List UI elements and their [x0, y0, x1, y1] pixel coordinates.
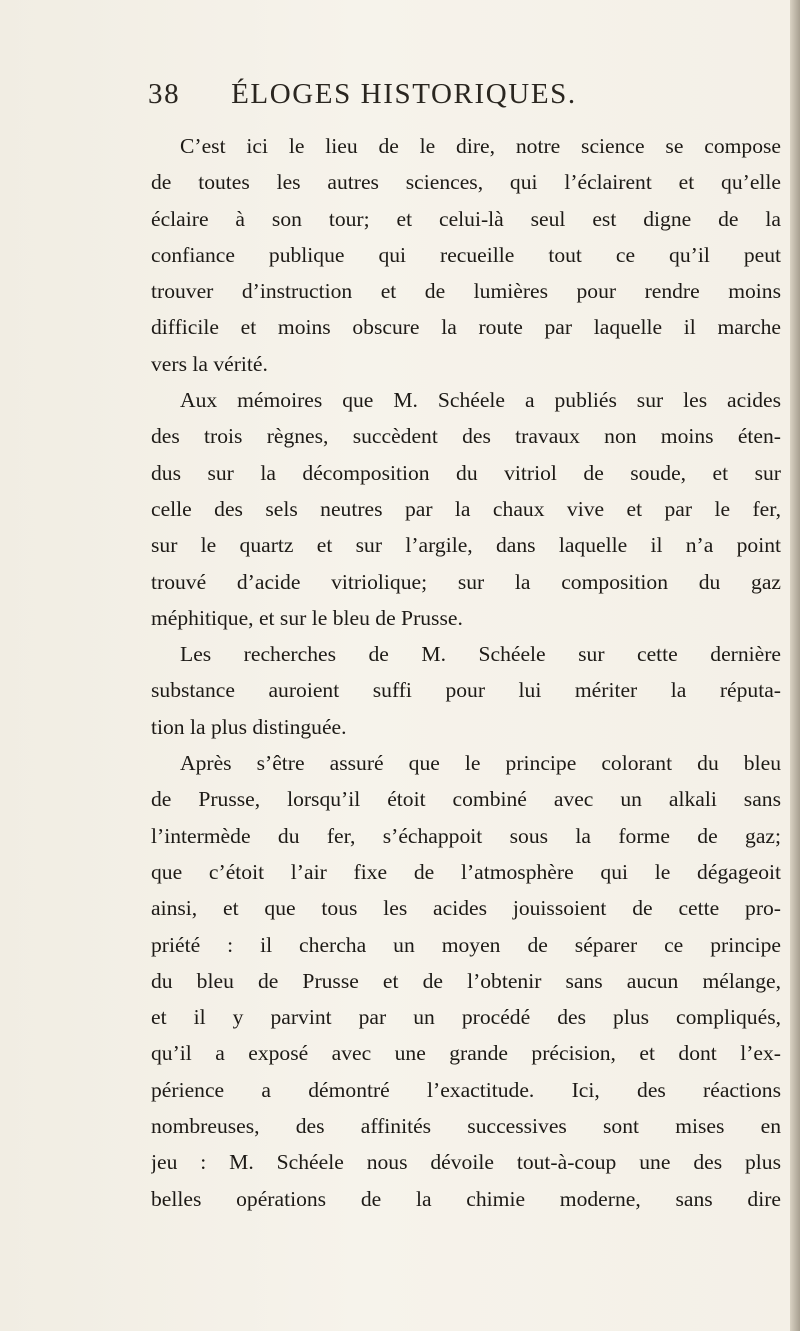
text-line: tion la plus distinguée. — [151, 714, 347, 739]
text-line: jeu : M. Schéele nous dévoile tout-à-coup une des plus — [151, 1150, 781, 1175]
text-line: de toutes les autres sciences, qui l’éclairent et qu’elle — [151, 170, 781, 195]
text-line: nombreuses, des affinités successives sont mises en — [151, 1114, 781, 1139]
text-line: belles opérations de la chimie moderne, sans dire — [151, 1186, 781, 1211]
text-line: l’intermède du fer, s’échappoit sous la forme de gaz; — [151, 823, 781, 848]
text-line: Après s’être assuré que le principe colorant du bleu — [180, 751, 781, 776]
page-edge-shadow — [790, 0, 800, 1331]
body-text — [151, 128, 781, 1217]
text-line: priété : il chercha un moyen de séparer ce principe — [151, 932, 781, 957]
page-number: 38 — [148, 78, 181, 110]
text-line: qu’il a exposé avec une grande précision, et dont l’ex- — [151, 1041, 781, 1066]
text-line: que c’étoit l’air fixe de l’atmosphère qui le dégageoit — [151, 859, 781, 884]
text-line: celle des sels neutres par la chaux vive et par le fer, — [151, 496, 781, 521]
text-line: du bleu de Prusse et de l’obtenir sans aucun mélange, — [151, 968, 781, 993]
text-line: trouver d’instruction et de lumières pour rendre moins — [151, 279, 781, 304]
text-line: méphitique, et sur le bleu de Prusse. — [151, 605, 463, 630]
text-line: ainsi, et que tous les acides jouissoient de cette pro- — [151, 896, 781, 921]
text-line: vers la vérité. — [151, 351, 268, 376]
text-line: et il y parvint par un procédé des plus compliqués, — [151, 1005, 781, 1030]
text-line: difficile et moins obscure la route par laquelle il marche — [151, 315, 781, 340]
text-line: confiance publique qui recueille tout ce qu’il peut — [151, 242, 781, 267]
running-title: ÉLOGES HISTORIQUES. — [231, 78, 577, 110]
text-line: Aux mémoires que M. Schéele a publiés sur les acides — [180, 388, 781, 413]
text-line: des trois règnes, succèdent des travaux non moins éten- — [151, 424, 781, 449]
text-line: sur le quartz et sur l’argile, dans laquelle il n’a point — [151, 533, 781, 558]
text-line: Les recherches de M. Schéele sur cette dernière — [180, 642, 781, 667]
text-line: substance auroient suffi pour lui mériter la réputa- — [151, 678, 781, 703]
text-line: dus sur la décomposition du vitriol de soude, et sur — [151, 460, 781, 485]
text-line: éclaire à son tour; et celui-là seul est digne de la — [151, 206, 781, 231]
text-line: trouvé d’acide vitriolique; sur la composition du gaz — [151, 569, 781, 594]
page-header — [148, 78, 668, 118]
text-line: C’est ici le lieu de le dire, notre science se compose — [180, 134, 781, 158]
text-line: périence a démontré l’exactitude. Ici, des réactions — [151, 1077, 781, 1102]
text-line: de Prusse, lorsqu’il étoit combiné avec un alkali sans — [151, 787, 781, 812]
